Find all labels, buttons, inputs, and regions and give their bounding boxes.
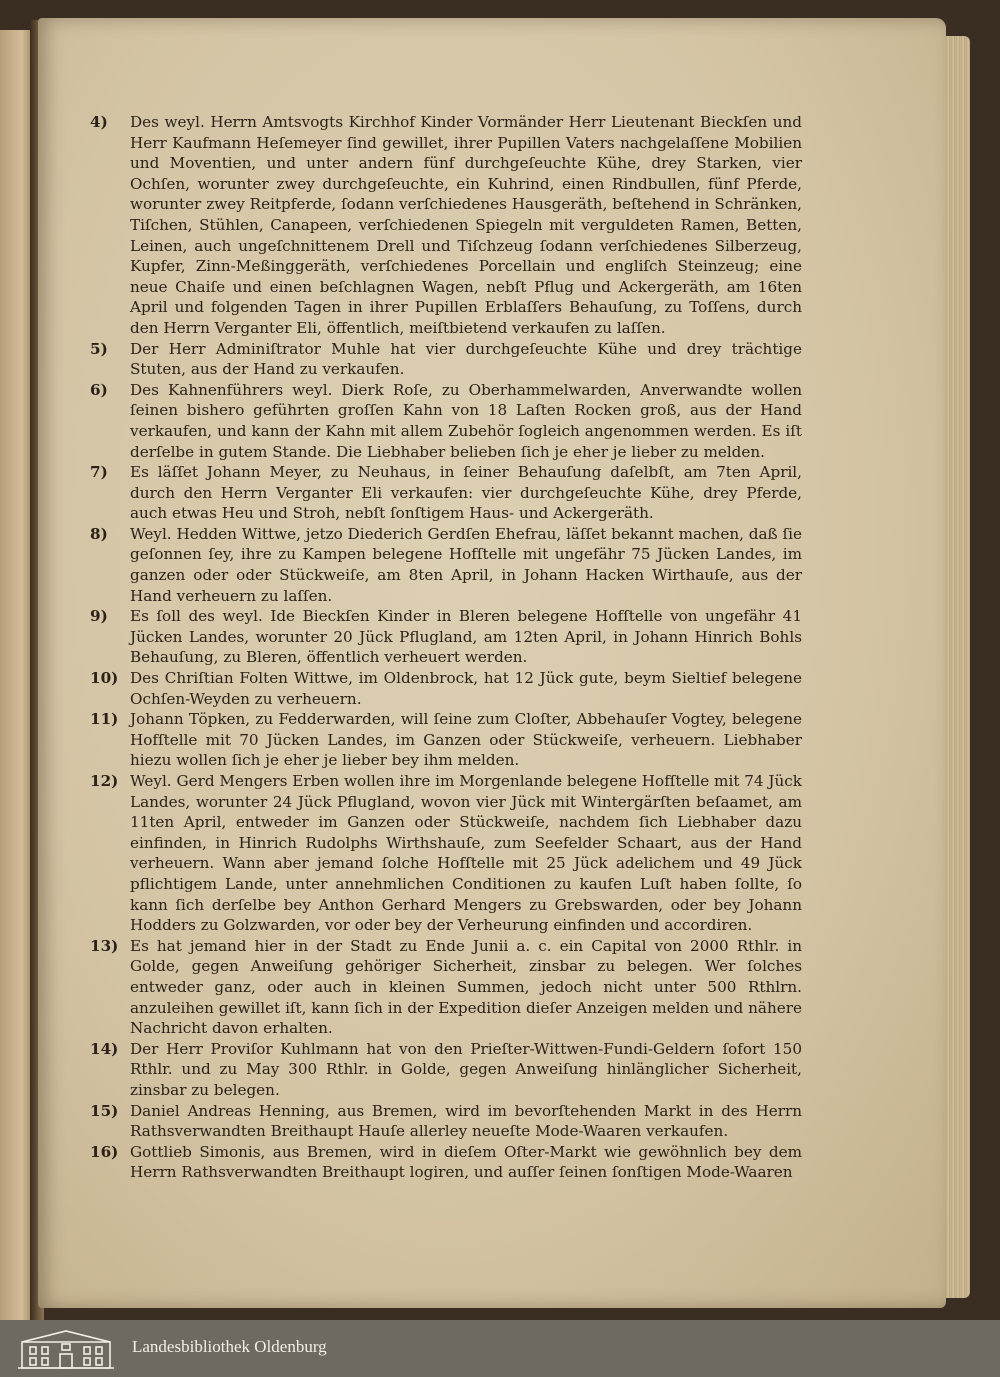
entry-text: Des Chriſtian Folten Wittwe, im Oldenbrock, hat 12 Jück gute, beym Sieltief belegene Ochſen-Weyden zu verheuern.: [130, 669, 802, 708]
library-footer: [0, 1320, 1000, 1377]
entry-text: Es läſſet Johann Meyer, zu Neuhaus, in ſeiner Behauſung daſelbſt, am 7ten April, durch den Herrn Verganter Eli verkaufen: vier durchgeſeuchte Kühe, drey Pferde, auch etwas Heu und Stroh, nebſt ſonſtigem Haus- und Ackergeräth.: [130, 463, 802, 523]
entry-14: [92, 1039, 802, 1101]
entry-number: 11): [90, 710, 119, 729]
entry-11: [92, 709, 802, 771]
entry-text: Es hat jemand hier in der Stadt zu Ende Junii a. c. ein Capital von 2000 Rthlr. in Golde, gegen Anweiſung gehöriger Sicherheit, zinsbar zu belegen. Wer ſolches entweder ganz, oder auch in kleinen Summen, jedoch nicht unter 500 Rthlrn. anzuleihen gewillet iſt, kann ſich in der Expedition dieſer Anzeigen melden und nähere Nachricht davon erhalten.: [130, 936, 802, 1038]
entry-number: 16): [90, 1142, 119, 1161]
library-building-icon: [16, 1328, 116, 1370]
library-name: Landesbibliothek Oldenburg: [132, 1337, 327, 1356]
entry-12: [92, 771, 802, 936]
entry-13: [92, 936, 802, 1039]
entry-number: 4): [90, 113, 108, 131]
entry-number: 7): [90, 463, 108, 482]
entry-number: 13): [90, 936, 119, 955]
entry-8: [92, 524, 802, 606]
entry-6: [92, 380, 802, 462]
entry-5: [92, 339, 802, 380]
entry-text: Gottlieb Simonis, aus Bremen, wird in dieſem Oſter-Markt wie gewöhnlich bey dem Herrn Rathsverwandten Breithaupt logiren, und auſſer ſeinen ſonſtigen Mode-Waaren: [130, 1142, 802, 1182]
entry-7: [92, 462, 802, 524]
entry-text: Weyl. Hedden Wittwe, jetzo Diederich Gerdſen Ehefrau, läſſet bekannt machen, daß ſie geſonnen ſey, ihre zu Kampen belegene Hofſtelle mit ungefähr 75 Jücken Landes, im ganzen oder oder Stückweiſe, am 8ten April, in Johann Hacken Wirthauſe, aus der Hand verheuern zu laſſen.: [130, 524, 802, 605]
document-text: [92, 112, 802, 1183]
entry-number: 6): [90, 380, 108, 399]
entry-text: Des weyl. Herrn Amtsvogts Kirchhof Kinder Vormänder Herr Lieutenant Bieckſen und Herr Kaufmann Heſemeyer ſind gewillet, ihrer Pupillen Vaters nachgelaſſene Mobilien und Moventien, und unter andern fünf durchgeſeuchte Kühe, drey Starken, vier Ochſen, worunter zwey durchgeſeuchte, ein Kuhrind, einen Rindbullen, fünf Pferde, worunter zwey Reitpferde, ſodann verſchiedenes Hausgeräth, beſtehend in Schränken, Tiſchen, Stühlen, Canapeen, verſchiedenen Spiegeln mit verguldeten Ramen, Betten, Leinen, auch ungeſchnittenem Drell und Tiſchzeug ſodann verſchiedenes Silberzeug, Kupfer, Zinn-Meßinggeräth, verſchiedenes Porcellain und engliſch Steinzeug; eine neue Chaiſe und einen beſchlagnen Wagen, nebſt Pflug und Ackergeräth, am 16ten April und folgenden Tagen in ihrer Pupillen Erblaſſers Behauſung, zu Toſſens, durch den Herrn Verganter Eli, öffentlich, meiſtbietend verkaufen zu laſſen.: [130, 113, 802, 337]
entry-text: Des Kahnenführers weyl. Dierk Roſe, zu Oberhammelwarden, Anverwandte wollen ſeinen bishero geführten groſſen Kahn von 18 Laſten Rocken groß, aus der Hand verkaufen, und kann der Kahn mit allem Zubehör ſogleich angenommen werden. Es iſt derſelbe in gutem Stande. Die Liebhaber belieben ſich je eher je lieber zu melden.: [130, 380, 802, 461]
entry-16: [92, 1142, 802, 1183]
entry-text: Der Herr Adminiſtrator Muhle hat vier durchgeſeuchte Kühe und drey trächtige Stuten, aus der Hand zu verkaufen.: [130, 339, 802, 379]
entry-text: Johann Töpken, zu Fedderwarden, will ſeine zum Cloſter, Abbehauſer Vogtey, belegene Hofſtelle mit 70 Jücken Landes, im Ganzen oder Stückweiſe, verheuern. Liebhaber hiezu wollen ſich je eher je lieber bey ihm melden.: [130, 710, 802, 770]
entry-10: [92, 668, 802, 709]
entry-number: 9): [90, 607, 108, 626]
entry-number: 5): [90, 339, 108, 358]
entry-number: 14): [90, 1039, 119, 1058]
entry-9: [92, 606, 802, 668]
entry-number: 8): [90, 524, 108, 543]
entry-4: [92, 112, 802, 339]
entry-text: Daniel Andreas Henning, aus Bremen, wird im bevorſtehenden Markt in des Herrn Rathsverwandten Breithaupt Hauſe allerley neueſte Mode-Waaren verkaufen.: [130, 1101, 802, 1141]
entry-15: [92, 1101, 802, 1142]
entry-number: 10): [90, 669, 119, 688]
entry-text: Weyl. Gerd Mengers Erben wollen ihre im Morgenlande belegene Hofſtelle mit 74 Jück Landes, worunter 24 Jück Pflugland, wovon vier Jück mit Wintergärſten beſaamet, am 11ten April, entweder im Ganzen oder Stückweiſe, nachdem ſich Liebhaber dazu einfinden, in Hinrich Rudolphs Wirthshauſe, zum Seefelder Schaart, aus der Hand verheuern. Wann aber jemand ſolche Hofſtelle mit 25 Jück adelichem und 49 Jück pflichtigem Lande, unter annehmlichen Conditionen zu kaufen Luſt haben ſollte, ſo kann ſich derſelbe bey Anthon Gerhard Mengers zu Grebswarden, oder bey Johann Hodders zu Golzwarden, vor oder bey der Verheurung einfinden und accordiren.: [130, 772, 802, 935]
entry-number: 12): [90, 772, 119, 790]
entry-number: 15): [90, 1101, 119, 1120]
entry-text: Es ſoll des weyl. Ide Bieckſen Kinder in Bleren belegene Hofſtelle von ungefähr 41 Jücken Landes, worunter 20 Jück Pflugland, am 12ten April, in Johann Hinrich Bohls Behauſung, zu Bleren, öffentlich verheuert werden.: [130, 607, 802, 667]
entry-text: Der Herr Proviſor Kuhlmann hat von den Prieſter-Wittwen-Fundi-Geldern ſofort 150 Rthlr. und zu May 300 Rthlr. in Golde, gegen Anweiſung hinlänglicher Sicherheit, zinsbar zu belegen.: [130, 1039, 802, 1099]
